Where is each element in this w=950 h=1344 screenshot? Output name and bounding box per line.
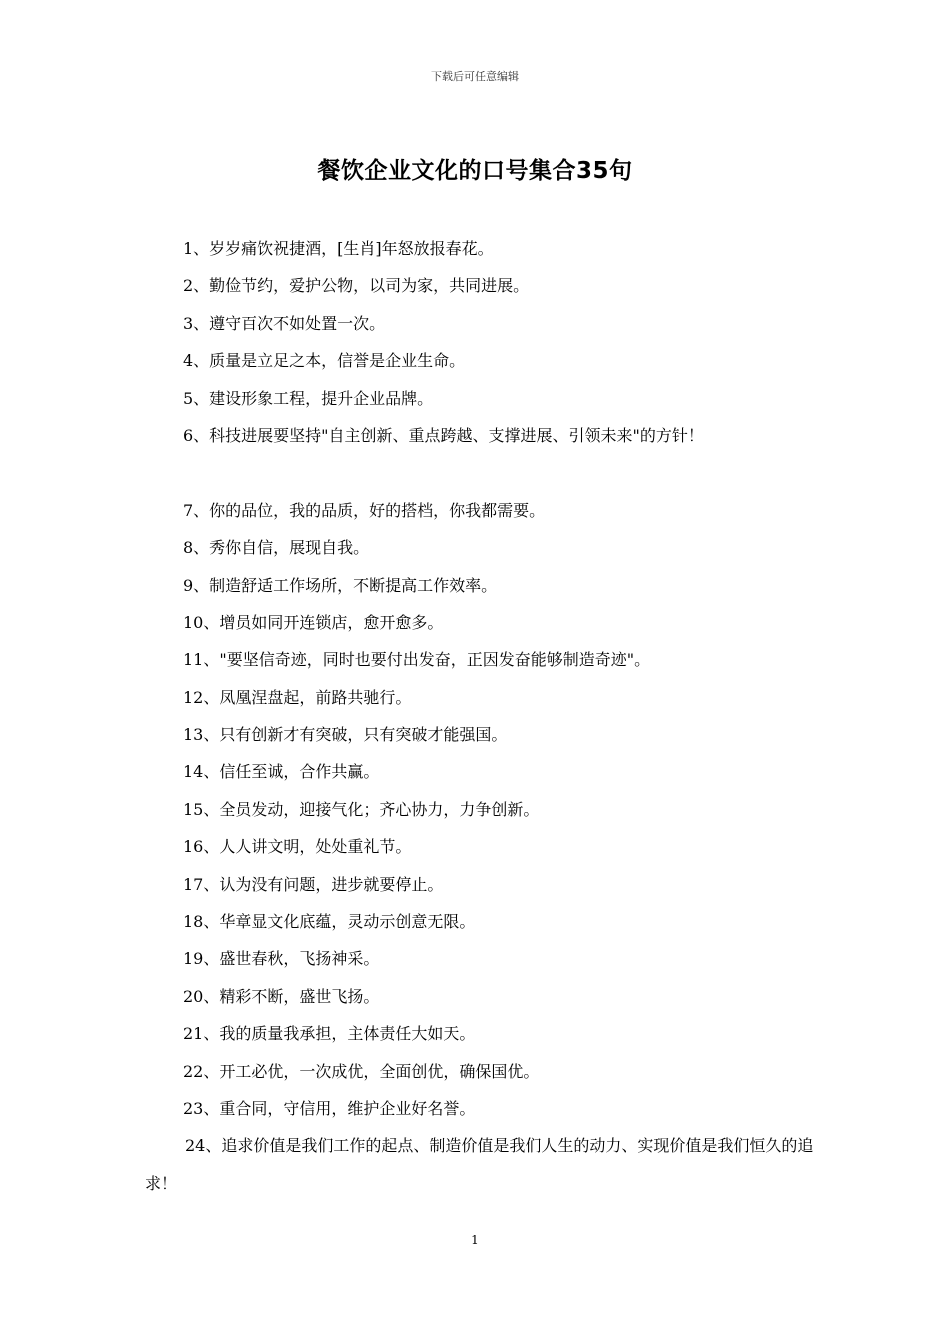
- list-item: 20、精彩不断，盛世飞扬。: [183, 986, 380, 1006]
- list-item: 13、只有创新才有突破，只有突破才能强国。: [183, 725, 508, 745]
- list-item: 7、你的品位，我的品质，好的搭档，你我都需要。: [183, 500, 546, 520]
- list-item: 18、华章显文化底蕴，灵动示创意无限。: [183, 912, 476, 932]
- list-item: 6、科技进展要坚持"自主创新、重点跨越、支撑进展、引领未来"的方针！: [183, 425, 704, 445]
- blank-line: [145, 454, 825, 491]
- slogan-list: [145, 230, 825, 1202]
- list-item: 16、人人讲文明，处处重礼节。: [183, 837, 412, 857]
- header-note: 下载后可任意编辑: [431, 70, 519, 83]
- list-item: 8、秀你自信，展现自我。: [183, 538, 370, 558]
- list-item: 3、遵守百次不如处置一次。: [183, 313, 386, 333]
- list-item: 2、勤俭节约，爱护公物，以司为家，共同进展。: [183, 276, 530, 296]
- list-item: 9、制造舒适工作场所，不断提高工作效率。: [183, 575, 498, 595]
- list-item: 17、认为没有问题，进步就要停止。: [183, 874, 444, 894]
- list-item: 22、开工必优，一次成优，全面创优，确保国优。: [183, 1061, 540, 1081]
- list-item: 24、追求价值是我们工作的起点、制造价值是我们人生的动力、实现价值是我们恒久的追求！: [145, 1136, 814, 1193]
- list-item: 10、增员如同开连锁店，愈开愈多。: [183, 612, 444, 632]
- list-item: 23、重合同，守信用，维护企业好名誉。: [183, 1098, 476, 1118]
- list-item: 4、质量是立足之本，信誉是企业生命。: [183, 351, 466, 371]
- list-item: 14、信任至诚，合作共赢。: [183, 762, 380, 782]
- list-item: 5、建设形象工程，提升企业品牌。: [183, 388, 434, 408]
- list-item: 19、盛世春秋，飞扬神采。: [183, 949, 380, 969]
- list-item: 1、岁岁痛饮祝捷酒，[生肖]年怒放报春花。: [183, 239, 494, 258]
- list-item: 15、全员发动，迎接气化；齐心协力，力争创新。: [183, 799, 540, 819]
- list-item: 12、凤凰涅盘起，前路共驰行。: [183, 687, 412, 707]
- page-number: 1: [471, 1233, 479, 1247]
- list-item: 21、我的质量我承担，主体责任大如天。: [183, 1024, 476, 1044]
- list-item: 11、"要坚信奇迹，同时也要付出发奋，正因发奋能够制造奇迹"。: [183, 650, 651, 670]
- document-title: 餐饮企业文化的口号集合35句: [317, 158, 633, 184]
